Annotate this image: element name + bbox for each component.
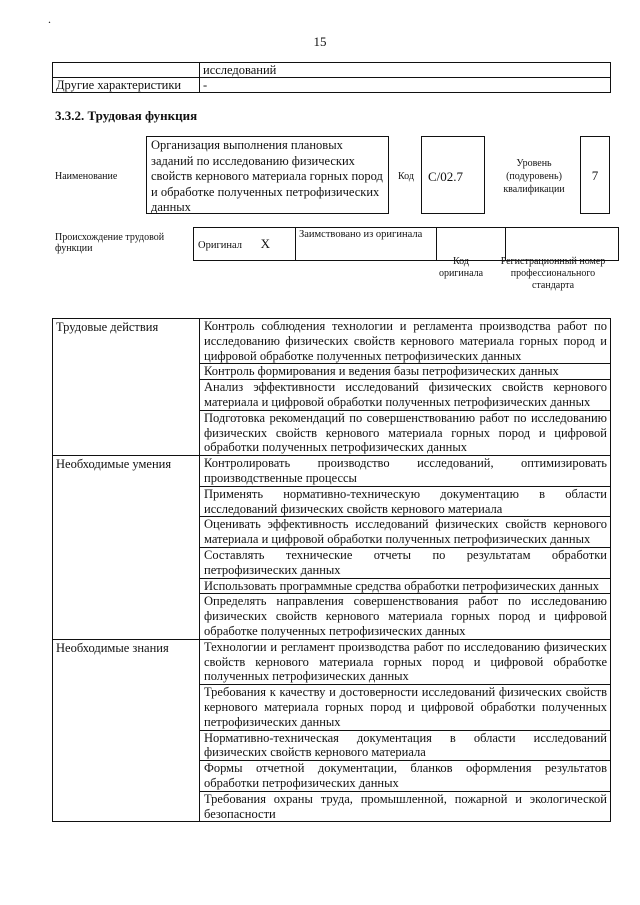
section-title: 3.3.2. Трудовая функция [55,108,198,123]
list-item: Применять нормативно-техническую документацию в области исследований физических свойств кернового материала [200,486,611,517]
list-item: Контроль соблюдения технологии и регламента производства работ по исследованию физических свойств кернового материала горных пород и цифровой обработке полученных петрофизических данных [200,319,611,364]
section-title: Необходимые умения [53,456,200,640]
table-row [53,78,611,93]
table-row [53,319,611,364]
origin-label: Происхождение трудовой функции [55,232,165,254]
characteristics-table [52,62,611,93]
header-mark: . [48,12,51,26]
table-row [53,63,611,78]
list-item: Нормативно-техническая документация в области исследований физических свойств кернового материала [200,730,611,761]
list-item: Анализ эффективности исследований физических свойств кернового материала и цифровой обработки полученных петрофизических данных [200,380,611,411]
code-caption: Код оригинала [438,256,484,279]
level-label: Уровень (подуровень) квалификации [503,158,565,195]
table-row [53,456,611,487]
function-details-table [52,318,611,822]
reg-caption: Регистрационный номер профессионального стандарта [500,256,606,291]
qualification-level: 7 [580,136,610,214]
list-item: Требования охраны труда, промышленной, пожарной и экологической безопасности [200,791,611,822]
code-label: Код [398,171,414,182]
row-label: Другие характеристики [53,78,200,93]
section-title: Необходимые знания [53,639,200,822]
list-item: Составлять технические отчеты по результатам обработки петрофизических данных [200,547,611,578]
section-title: Трудовые действия [53,319,200,456]
list-item: Контроль формирования и ведения базы петрофизических данных [200,364,611,380]
row-label [53,63,200,78]
list-item: Контролировать производство исследований, оптимизировать производственные процессы [200,456,611,487]
table-row [53,639,611,684]
original-mark: X [260,236,271,251]
page-number: 15 [313,34,327,49]
list-item: Требования к качеству и достоверности исследований физических свойств кернового материала горных пород и цифровой обработки полученных петрофизических данных [200,685,611,730]
function-code: C/02.7 [421,136,485,214]
list-item: Подготовка рекомендаций по совершенствованию работ по исследованию физических свойств кернового материала горных пород и цифровой обработки полученных петрофизических данных [200,410,611,455]
original-label: Оригинал [198,240,242,251]
list-item: Использовать программные средства обработки петрофизических данных [200,578,611,594]
function-name: Организация выполнения плановых заданий по исследованию физических свойств кернового материала горных пород и обработке полученных петрофизических данных [146,136,389,214]
list-item: Определять направления совершенствования работ по исследованию физических свойств кернового материала горных пород и цифровой обработке полученных петрофизических данных [200,594,611,639]
borrowed-label: Заимствовано из оригинала [296,228,437,261]
name-label: Наименование [55,171,118,182]
list-item: Оценивать эффективность исследований физических свойств кернового материала и цифровой обработки полученных петрофизических данных [200,517,611,548]
list-item: Формы отчетной документации, бланков оформления результатов обработки петрофизических данных [200,761,611,792]
list-item: Технологии и регламент производства работ по исследованию физических свойств кернового материала горных пород и цифровой обработке полученных петрофизических данных [200,639,611,684]
row-value: - [200,78,611,93]
row-value: исследований [200,63,611,78]
